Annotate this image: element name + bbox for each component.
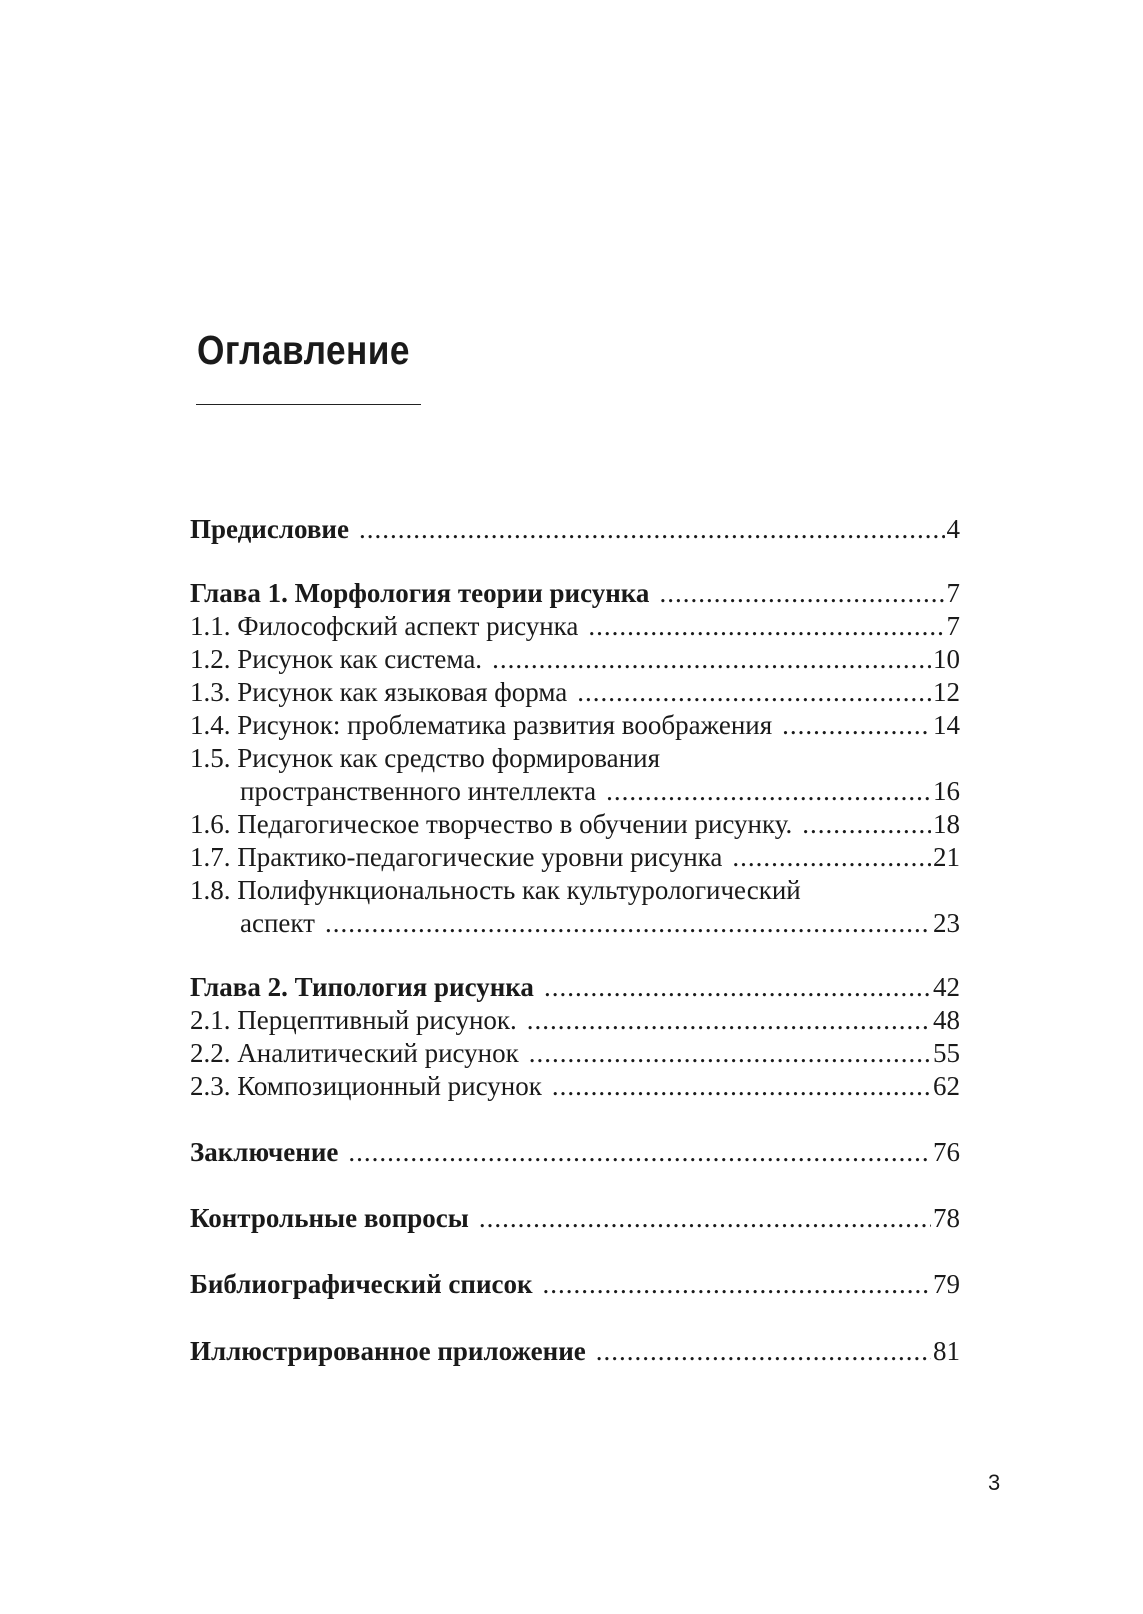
page-number: 3 (988, 1470, 1001, 1495)
toc-entry-label: Библиографический список (190, 1269, 533, 1299)
dot-leader (492, 643, 931, 676)
toc-entry-page: 42 (933, 972, 960, 1002)
dot-leader (802, 808, 931, 841)
toc-entry-label: Предисловие (190, 514, 349, 544)
dot-leader (348, 1136, 931, 1169)
toc-entry-label: 2.2. Аналитический рисунок (190, 1038, 519, 1068)
toc-entry-1-3[interactable] (190, 676, 960, 709)
toc-entry-label: 1.7. Практико-педагогические уровни рисунка (190, 842, 723, 872)
dot-leader (479, 1202, 931, 1235)
toc-entry-page: 48 (933, 1005, 960, 1035)
toc-entry-bibliography[interactable] (190, 1268, 960, 1301)
dot-leader (606, 775, 931, 808)
toc-entry-page: 79 (933, 1269, 960, 1299)
toc-entry-label: 1.2. Рисунок как система. (190, 644, 483, 674)
toc-entry-label: аспект (240, 908, 315, 938)
toc-entry-1-4[interactable] (190, 709, 960, 742)
toc-entry-label: 1.3. Рисунок как языковая форма (190, 677, 568, 707)
toc-entry-chapter-1[interactable] (190, 577, 960, 610)
toc-entry-page: 4 (946, 514, 960, 544)
toc-entry-1-1[interactable] (190, 610, 960, 643)
dot-leader (732, 841, 931, 874)
toc-entry-2-3[interactable] (190, 1070, 960, 1103)
dot-leader (659, 577, 944, 610)
dot-leader (544, 971, 931, 1004)
toc-entry-preface[interactable] (190, 513, 960, 546)
toc-entry-label: пространственного интеллекта (240, 776, 597, 806)
toc-entry-page: 16 (933, 776, 960, 806)
toc-entry-2-1[interactable] (190, 1004, 960, 1037)
dot-leader (552, 1070, 931, 1103)
toc-entry-label: Иллюстрированное приложение (190, 1336, 586, 1366)
toc-entry-page: 10 (933, 644, 960, 674)
dot-leader (577, 676, 931, 709)
toc-entry-label: Контрольные вопросы (190, 1203, 469, 1233)
toc-entry-label: 2.1. Перцептивный рисунок. (190, 1005, 517, 1035)
toc-entry-label: Глава 1. Морфология теории рисунка (190, 578, 650, 608)
dot-leader (529, 1037, 931, 1070)
toc-entry-1-8-line-1[interactable] (190, 874, 960, 907)
toc-entry-chapter-2[interactable] (190, 971, 960, 1004)
toc-entry-page: 12 (933, 677, 960, 707)
toc-entry-page: 62 (933, 1071, 960, 1101)
toc-entry-label: 1.1. Философский аспект рисунка (190, 611, 579, 641)
toc-entry-page: 21 (933, 842, 960, 872)
toc-entry-label: Глава 2. Типология рисунка (190, 972, 534, 1002)
toc-entry-label: 1.4. Рисунок: проблематика развития воображения (190, 710, 773, 740)
dot-leader (782, 709, 931, 742)
dot-leader (543, 1268, 931, 1301)
dot-leader (596, 1335, 931, 1368)
toc-entry-conclusion[interactable] (190, 1136, 960, 1169)
toc-entry-label: 1.8. Полифункциональность как культурологический (190, 875, 801, 905)
toc-entry-1-5-line-1[interactable] (190, 742, 960, 775)
toc-entry-page: 81 (933, 1336, 960, 1366)
page-title: Оглавление (197, 327, 410, 373)
title-underline (196, 404, 421, 405)
toc-entry-label: Заключение (190, 1137, 339, 1167)
dot-leader (325, 907, 931, 940)
toc-entry-questions[interactable] (190, 1202, 960, 1235)
dot-leader (359, 513, 945, 546)
toc-entry-appendix[interactable] (190, 1335, 960, 1368)
toc-entry-page: 14 (933, 710, 960, 740)
toc-entry-2-2[interactable] (190, 1037, 960, 1070)
toc-entry-label: 1.6. Педагогическое творчество в обучении рисунку. (190, 809, 793, 839)
toc-entry-page: 78 (933, 1203, 960, 1233)
toc-entry-page: 18 (933, 809, 960, 839)
toc-entry-1-2[interactable] (190, 643, 960, 676)
toc-entry-page: 55 (933, 1038, 960, 1068)
dot-leader (588, 610, 944, 643)
toc-entry-1-7[interactable] (190, 841, 960, 874)
toc-entry-1-8-line-2[interactable] (190, 907, 960, 940)
toc-entry-label: 2.3. Композиционный рисунок (190, 1071, 542, 1101)
toc-entry-1-6[interactable] (190, 808, 960, 841)
toc-entry-page: 76 (933, 1137, 960, 1167)
dot-leader (527, 1004, 931, 1037)
toc-entry-page: 7 (946, 578, 960, 608)
toc-entry-1-5-line-2[interactable] (190, 775, 960, 808)
toc-entry-page: 23 (933, 908, 960, 938)
toc-entry-label: 1.5. Рисунок как средство формирования (190, 743, 660, 773)
toc-entry-page: 7 (946, 611, 960, 641)
